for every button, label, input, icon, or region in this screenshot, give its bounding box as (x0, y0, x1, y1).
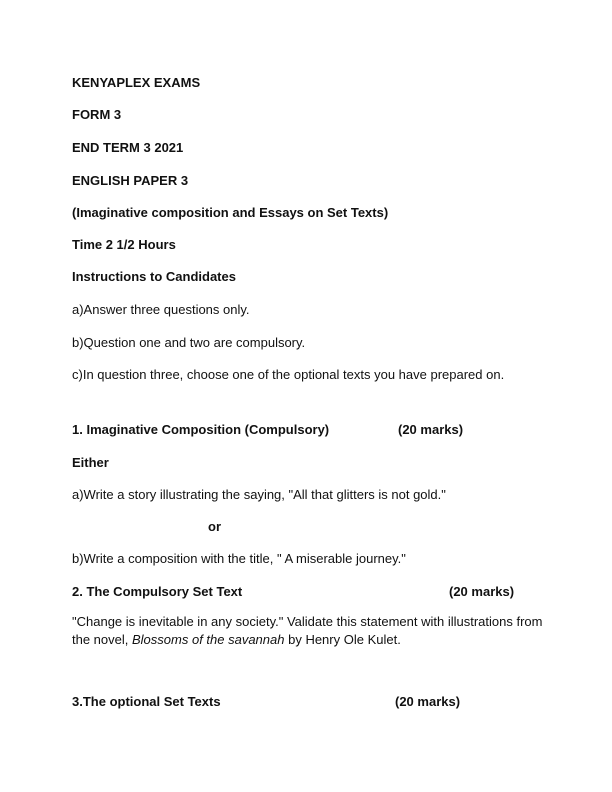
instruction-item: c)In question three, choose one of the optional texts you have prepared on. (72, 367, 505, 382)
form-level: FORM 3 (72, 107, 122, 122)
paper-subtitle: (Imaginative composition and Essays on Set Texts) (72, 205, 389, 220)
exam-term: END TERM 3 2021 (72, 140, 184, 155)
paper-title: ENGLISH PAPER 3 (72, 173, 189, 188)
instructions-heading: Instructions to Candidates (72, 269, 236, 284)
question-text-before: "Change is inevitable in any society." Validate this statement with illustrations from the novel, (72, 614, 543, 647)
instruction-item: b)Question one and two are compulsory. (72, 335, 306, 350)
book-title: Blossoms of the savannah (132, 632, 285, 647)
question-title: 3.The optional Set Texts (72, 694, 221, 709)
option-a: a)Write a story illustrating the saying, "All that glitters is not gold." (72, 487, 446, 502)
time-allowed: Time 2 1/2 Hours (72, 237, 176, 252)
question-title: 1. Imaginative Composition (Compulsory) (72, 422, 330, 437)
question-marks: (20 marks) (395, 694, 461, 709)
or-label: or (208, 519, 221, 534)
option-b: b)Write a composition with the title, " A miserable journey." (72, 551, 406, 566)
either-label: Either (72, 455, 109, 470)
exam-body-title: KENYAPLEX EXAMS (72, 75, 201, 90)
question-title: 2. The Compulsory Set Text (72, 584, 243, 599)
question-marks: (20 marks) (398, 422, 464, 437)
question-text-after: by Henry Ole Kulet. (284, 632, 401, 647)
question-marks: (20 marks) (449, 584, 515, 599)
question-body (72, 613, 552, 649)
instruction-item: a)Answer three questions only. (72, 302, 250, 317)
